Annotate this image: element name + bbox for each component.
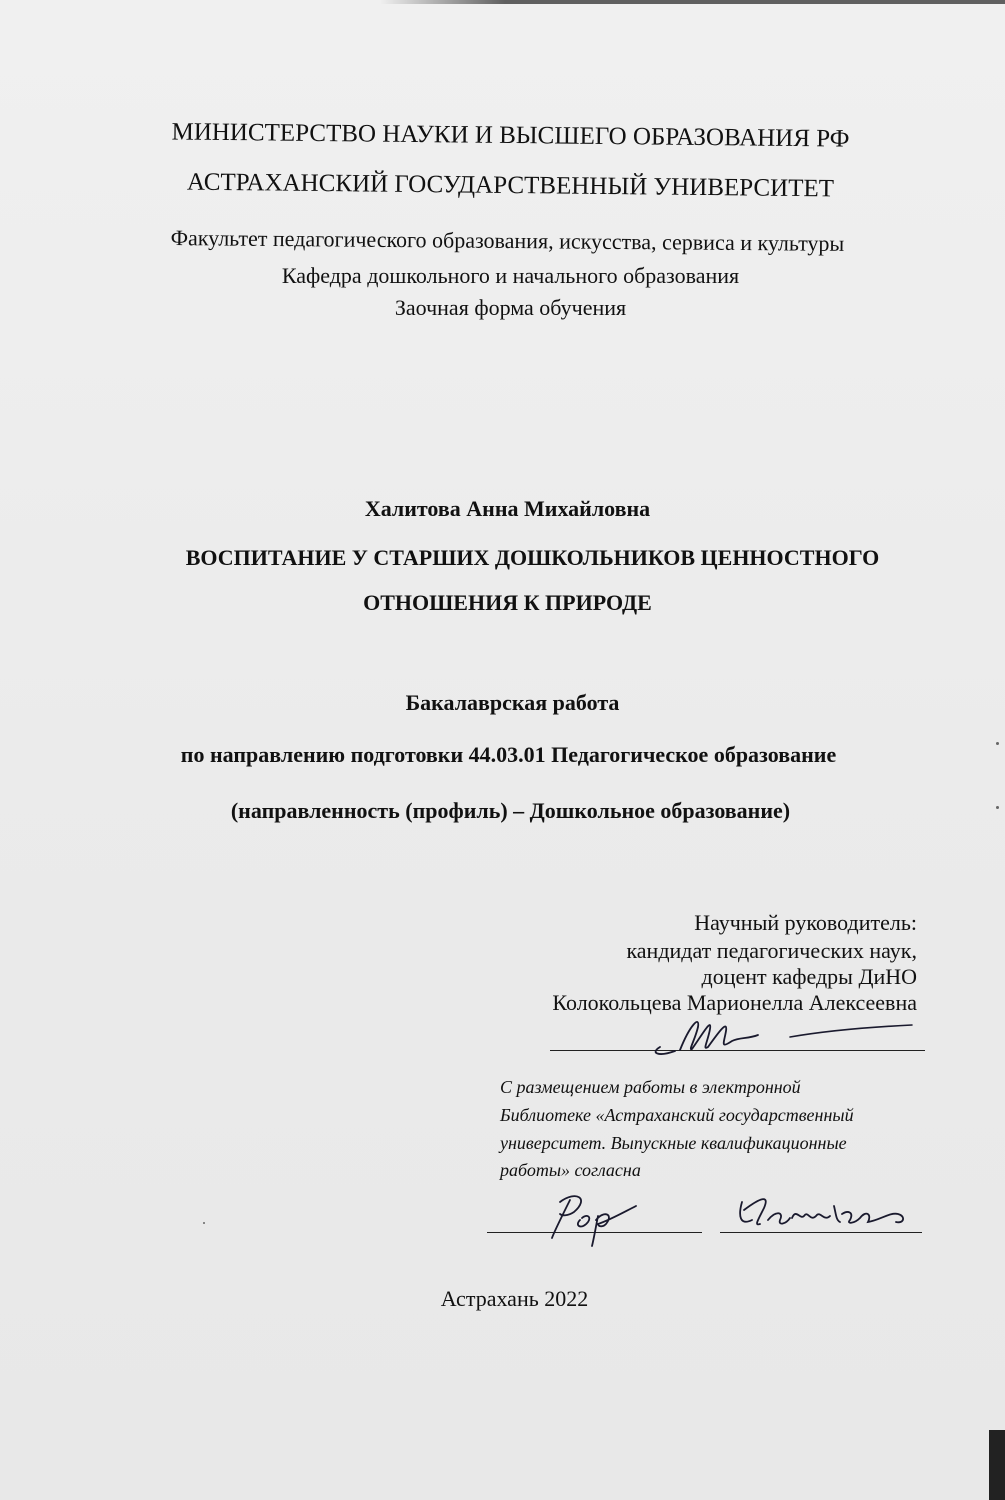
study-profile: (направленность (профиль) – Дошкольное образование) bbox=[230, 798, 791, 823]
university-heading: АСТРАХАНСКИЙ ГОСУДАРСТВЕННЫЙ УНИВЕРСИТЕТ bbox=[186, 168, 835, 203]
thesis-title-line-2: ОТНОШЕНИЯ К ПРИРОДЕ bbox=[363, 590, 652, 615]
scan-speck bbox=[996, 742, 999, 745]
study-direction: по направлению подготовки 44.03.01 Педагогическое образование bbox=[180, 742, 837, 767]
work-type: Бакалаврская работа bbox=[405, 690, 620, 715]
scan-top-edge bbox=[380, 0, 1005, 4]
author-name: Халитова Анна Михайловна bbox=[364, 496, 651, 521]
supervisor-degree: кандидат педагогических наук, bbox=[626, 938, 917, 963]
student-signature-icon bbox=[540, 1180, 650, 1250]
consent-line-3: университет. Выпускные квалификационные bbox=[500, 1133, 847, 1153]
department-line: Кафедра дошкольного и начального образования bbox=[281, 263, 740, 288]
faculty-line: Факультет педагогического образования, искусства, сервиса и культуры bbox=[170, 225, 845, 256]
thesis-title-line-1: ВОСПИТАНИЕ У СТАРШИХ ДОШКОЛЬНИКОВ ЦЕННОСТНОГО bbox=[185, 545, 880, 570]
scan-right-shadow bbox=[989, 1430, 1005, 1500]
supervisor-name: Колокольцева Марионелла Алексеевна bbox=[552, 990, 917, 1015]
consent-line-2: Библиотеке «Астраханский государственный bbox=[500, 1105, 854, 1125]
city-year: Астрахань 2022 bbox=[440, 1286, 589, 1311]
consent-line-1: С размещением работы в электронной bbox=[500, 1077, 801, 1097]
supervisor-position: доцент кафедры ДиНО bbox=[701, 964, 917, 989]
supervisor-label: Научный руководитель: bbox=[694, 910, 917, 935]
consent-line-4: работы» согласна bbox=[500, 1160, 641, 1180]
student-surname-signature-icon bbox=[730, 1180, 930, 1240]
scan-speck bbox=[996, 806, 999, 809]
study-form-line: Заочная форма обучения bbox=[394, 295, 627, 320]
ministry-heading: МИНИСТЕРСТВО НАУКИ И ВЫСШЕГО ОБРАЗОВАНИЯ РФ bbox=[171, 118, 850, 153]
scan-speck bbox=[203, 1222, 205, 1224]
supervisor-signature-icon bbox=[640, 1005, 920, 1065]
